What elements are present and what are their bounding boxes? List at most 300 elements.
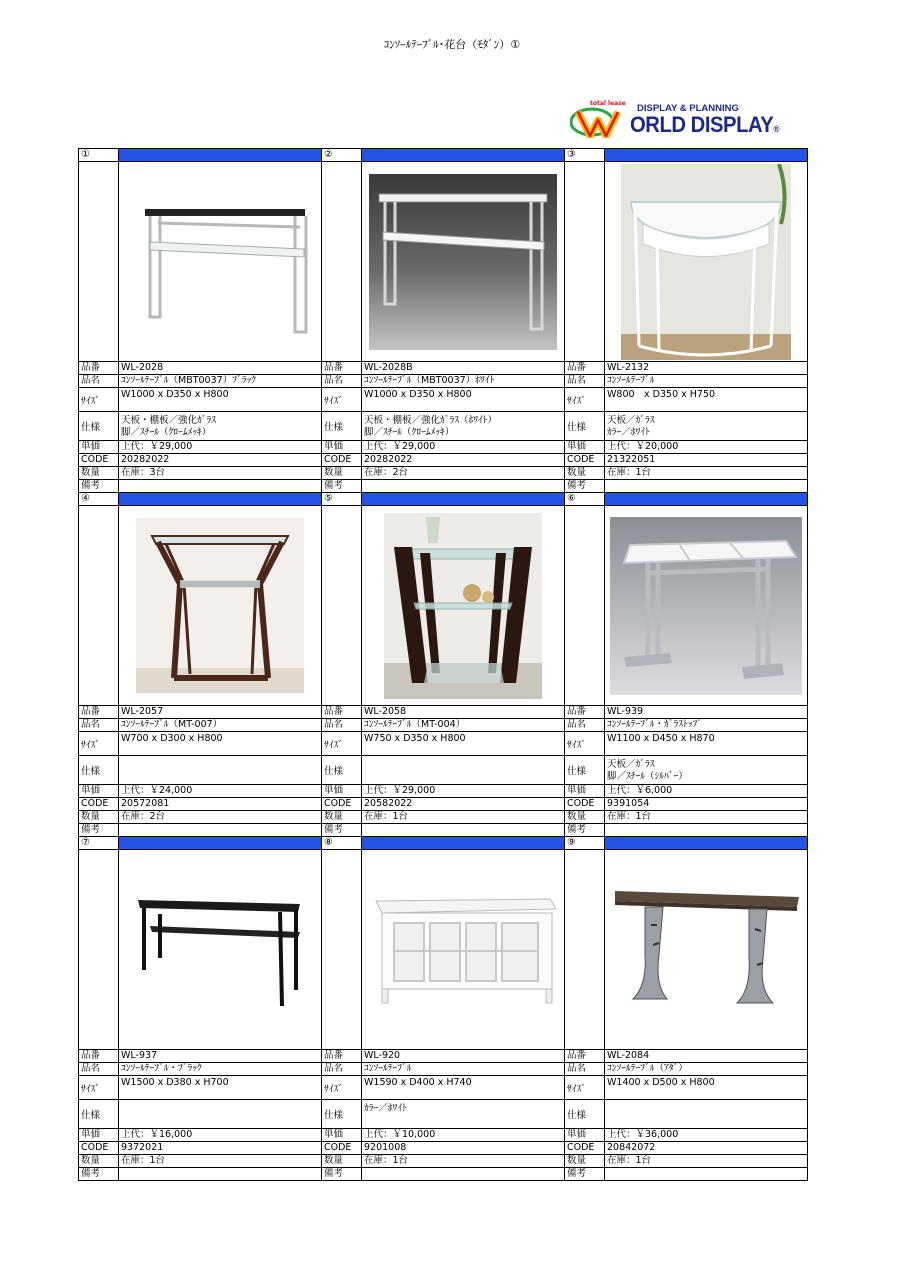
row-price-label: 単価	[565, 441, 605, 453]
header-bar	[119, 837, 321, 849]
row-size-label: ｻｲｽﾞ	[565, 1076, 605, 1099]
product-header	[565, 836, 807, 849]
product-card	[321, 492, 564, 836]
row-code-label: CODE	[79, 798, 119, 810]
product-photo-row	[79, 505, 321, 705]
row-code-label: CODE	[79, 1142, 119, 1154]
product-photo	[119, 850, 321, 1049]
row-name-value: ｺﾝｿｰﾙﾃｰﾌﾞﾙ・ﾌﾞﾗｯｸ	[121, 1063, 202, 1074]
row-qty-label: 数量	[79, 1155, 119, 1167]
row-size-label: ｻｲｽﾞ	[565, 388, 605, 411]
header-bar	[605, 837, 807, 849]
spec-line-2: 脚／ｽﾁｰﾙ（ｸﾛｰﾑﾒｯｷ）	[364, 427, 455, 438]
row-code-label: CODE	[79, 454, 119, 466]
row-name-value: ｺﾝｿｰﾙﾃｰﾌﾞﾙ（ｱﾀﾞ）	[607, 1063, 688, 1074]
row-spec-value	[119, 1100, 321, 1128]
row-qty-label: 数量	[565, 811, 605, 823]
row-spec	[565, 1099, 807, 1128]
row-size-value: W1590 x D400 x H740	[364, 1077, 472, 1088]
world-display-logo	[570, 100, 806, 138]
row-qty	[79, 810, 321, 823]
row-qty-label: 数量	[322, 811, 362, 823]
row-name	[79, 1062, 321, 1075]
row-code-no-value: WL-2057	[121, 706, 164, 717]
product-photo	[119, 506, 321, 705]
row-note-label: 備考	[565, 824, 605, 836]
row-name-value: ｺﾝｿｰﾙﾃｰﾌﾞﾙ	[607, 375, 655, 386]
row-price	[79, 440, 321, 453]
row-note	[322, 823, 564, 836]
row-price	[565, 1128, 807, 1141]
row-note-label: 備考	[79, 480, 119, 492]
black-console-table-icon	[130, 890, 310, 1010]
spec-line-1: 天板／ｶﾞﾗｽ	[607, 415, 655, 426]
product-header	[79, 836, 321, 849]
product-number: ①	[79, 149, 119, 161]
row-spec-label: 仕様	[322, 756, 362, 784]
row-code	[322, 453, 564, 466]
row-spec-value	[119, 756, 321, 784]
row-code	[79, 453, 321, 466]
row-note	[79, 479, 321, 492]
row-price-label: 単価	[322, 1129, 362, 1141]
row-code-value: 21322051	[607, 454, 656, 465]
row-spec-label: 仕様	[565, 412, 605, 440]
product-header	[79, 492, 321, 505]
row-size-value: W700 x D300 x H800	[121, 733, 223, 744]
row-spec-value	[605, 1100, 807, 1128]
product-header	[565, 148, 807, 161]
product-header	[322, 492, 564, 505]
catalog-block	[78, 148, 808, 492]
row-size-value: W1100 x D450 x H870	[607, 733, 715, 744]
white-cubby-console-icon	[368, 895, 558, 1005]
row-code-value: 20842072	[607, 1142, 656, 1153]
row-spec-label: 仕様	[565, 1100, 605, 1128]
product-number: ⑤	[322, 493, 362, 505]
row-code	[565, 1141, 807, 1154]
header-bar	[362, 837, 564, 849]
row-note-label: 備考	[79, 824, 119, 836]
row-name-label: 品名	[565, 375, 605, 387]
product-photo	[605, 162, 807, 361]
row-note	[565, 1167, 807, 1180]
row-name-value: ｺﾝｿｰﾙﾃｰﾌﾞﾙ	[364, 1063, 412, 1074]
row-price-label: 単価	[322, 441, 362, 453]
row-spec	[322, 755, 564, 784]
row-price	[79, 784, 321, 797]
row-code-no	[322, 705, 564, 718]
row-qty	[565, 810, 807, 823]
row-qty-label: 数量	[565, 1155, 605, 1167]
row-size-label: ｻｲｽﾞ	[322, 1076, 362, 1099]
row-code-no	[79, 705, 321, 718]
row-qty-label: 数量	[79, 467, 119, 479]
product-header	[565, 492, 807, 505]
row-size-value: W750 x D350 x H800	[364, 733, 466, 744]
row-code-no-label: 品番	[565, 362, 605, 374]
row-size-value: W1000 x D350 x H800	[364, 389, 472, 400]
row-size	[565, 1075, 807, 1099]
row-name	[565, 374, 807, 387]
row-spec-label: 仕様	[322, 1100, 362, 1128]
row-spec-label: 仕様	[79, 756, 119, 784]
row-note-value	[119, 1168, 321, 1180]
catalog-block	[78, 836, 808, 1180]
row-note	[322, 479, 564, 492]
row-name-label: 品名	[322, 1063, 362, 1075]
row-code-value: 20582022	[364, 798, 413, 809]
row-qty-value: 在庫：1台	[607, 1155, 652, 1166]
product-card	[78, 492, 321, 836]
row-name	[322, 1062, 564, 1075]
row-price	[322, 440, 564, 453]
product-card	[78, 148, 321, 492]
row-note-value	[119, 824, 321, 836]
photo-label-cell	[322, 850, 362, 1049]
row-code-no-label: 品番	[322, 1050, 362, 1062]
row-name-label: 品名	[79, 375, 119, 387]
row-size	[79, 731, 321, 755]
row-code-no	[322, 361, 564, 374]
product-header	[322, 148, 564, 161]
product-photo	[362, 506, 564, 705]
row-size-label: ｻｲｽﾞ	[322, 388, 362, 411]
row-qty	[322, 466, 564, 479]
row-note-label: 備考	[322, 480, 362, 492]
product-card	[321, 148, 564, 492]
row-size-label: ｻｲｽﾞ	[322, 732, 362, 755]
logo-tagline: total lease	[590, 100, 626, 107]
row-qty-value: 在庫：2台	[121, 811, 166, 822]
row-code-label: CODE	[565, 1142, 605, 1154]
row-qty-value: 在庫：1台	[121, 1155, 166, 1166]
w-logo-icon	[570, 104, 630, 138]
row-price-value: 上代：￥29,000	[364, 441, 436, 452]
row-code	[322, 797, 564, 810]
row-price-value: 上代：￥24,000	[121, 785, 193, 796]
row-name-value: ｺﾝｿｰﾙﾃｰﾌﾞﾙ（MBT0037）ﾌﾞﾗｯｸ	[121, 375, 256, 386]
row-spec	[322, 1099, 564, 1128]
row-note-label: 備考	[565, 1168, 605, 1180]
row-qty-label: 数量	[79, 811, 119, 823]
product-header	[79, 148, 321, 161]
row-code	[79, 797, 321, 810]
row-qty-label: 数量	[322, 467, 362, 479]
header-bar	[119, 493, 321, 505]
row-note-value	[605, 824, 807, 836]
row-name-value: ｺﾝｿｰﾙﾃｰﾌﾞﾙ（MT-004）	[364, 719, 466, 730]
row-spec	[322, 411, 564, 440]
photo-label-cell	[565, 506, 605, 705]
photo-label-cell	[322, 162, 362, 361]
row-qty	[565, 466, 807, 479]
row-note-value	[362, 824, 564, 836]
document-title: ｺﾝｿｰﾙﾃｰﾌﾞﾙ･花台（ﾓﾀﾞﾝ）①	[383, 38, 521, 51]
product-photo	[605, 850, 807, 1049]
row-code-no	[79, 361, 321, 374]
row-qty-value: 在庫：1台	[364, 811, 409, 822]
row-spec-value	[362, 756, 564, 784]
row-size	[565, 387, 807, 411]
row-code-label: CODE	[322, 798, 362, 810]
product-number: ④	[79, 493, 119, 505]
row-name-value: ｺﾝｿｰﾙﾃｰﾌﾞﾙ（MBT0037）ﾎﾜｲﾄ	[364, 375, 495, 386]
catalog-bottom-border	[78, 1180, 808, 1181]
industrial-console-table-icon	[611, 885, 801, 1015]
row-qty	[565, 1154, 807, 1167]
row-note	[79, 1167, 321, 1180]
row-code-label: CODE	[565, 798, 605, 810]
row-price-label: 単価	[79, 441, 119, 453]
row-code-value: 20282022	[121, 454, 170, 465]
row-size-value: W1500 x D380 x H700	[121, 1077, 229, 1088]
row-name-label: 品名	[565, 719, 605, 731]
row-code-no	[565, 361, 807, 374]
product-card	[78, 836, 321, 1180]
product-number: ⑨	[565, 837, 605, 849]
product-card	[321, 836, 564, 1180]
row-code-no-value: WL-939	[607, 706, 644, 717]
row-spec	[565, 411, 807, 440]
row-spec-value	[362, 1100, 564, 1128]
row-code-no-value: WL-937	[121, 1050, 158, 1061]
row-price-label: 単価	[79, 1129, 119, 1141]
row-qty-value: 在庫：3台	[121, 467, 166, 478]
row-name-value: ｺﾝｿｰﾙﾃｰﾌﾞﾙ（MT-007）	[121, 719, 223, 730]
row-name	[565, 718, 807, 731]
row-size	[322, 731, 564, 755]
row-code-no-label: 品番	[79, 1050, 119, 1062]
row-code	[565, 797, 807, 810]
row-name	[79, 374, 321, 387]
product-photo-row	[79, 161, 321, 361]
row-name	[565, 1062, 807, 1075]
row-name-label: 品名	[565, 1063, 605, 1075]
row-spec-label: 仕様	[79, 412, 119, 440]
row-code	[322, 1141, 564, 1154]
product-photo-row	[565, 505, 807, 705]
row-note	[565, 479, 807, 492]
row-code-no-label: 品番	[322, 362, 362, 374]
spec-line-1: 天板・棚板／強化ｶﾞﾗｽ（ﾎﾜｲﾄ）	[364, 415, 498, 426]
row-price-value: 上代：￥29,000	[121, 441, 193, 452]
row-code-no	[79, 1049, 321, 1062]
row-code	[79, 1141, 321, 1154]
photo-label-cell	[79, 850, 119, 1049]
row-code-no-value: WL-2028B	[364, 362, 413, 373]
row-qty-value: 在庫：1台	[364, 1155, 409, 1166]
row-size-label: ｻｲｽﾞ	[79, 732, 119, 755]
row-size	[79, 387, 321, 411]
photo-label-cell	[322, 506, 362, 705]
row-name	[322, 718, 564, 731]
product-number: ⑥	[565, 493, 605, 505]
row-note-label: 備考	[322, 1168, 362, 1180]
row-code-no	[322, 1049, 564, 1062]
row-qty	[322, 1154, 564, 1167]
logo-registered: ®	[773, 124, 779, 134]
row-size-value: W1400 x D500 x H800	[607, 1077, 715, 1088]
logo-brand	[630, 112, 779, 138]
hourglass-console-icon	[136, 518, 304, 693]
row-price-value: 上代：￥10,000	[364, 1129, 436, 1140]
header-bar	[119, 149, 321, 161]
row-price	[79, 1128, 321, 1141]
row-size	[565, 731, 807, 755]
console-table-black-glass-icon	[130, 187, 310, 337]
row-code	[565, 453, 807, 466]
header-bar	[605, 493, 807, 505]
row-price-label: 単価	[565, 785, 605, 797]
spec-line-1: 天板・棚板／強化ｶﾞﾗｽ	[121, 415, 217, 426]
row-code-value: 20572081	[121, 798, 170, 809]
row-qty-value: 在庫：2台	[364, 467, 409, 478]
row-code-no	[565, 705, 807, 718]
photo-label-cell	[79, 162, 119, 361]
row-price-value: 上代：￥36,000	[607, 1129, 679, 1140]
row-spec	[79, 755, 321, 784]
row-code-label: CODE	[322, 1142, 362, 1154]
row-code-no	[565, 1049, 807, 1062]
row-code-no-value: WL-2028	[121, 362, 164, 373]
product-photo-row	[322, 849, 564, 1049]
row-price-value: 上代：￥16,000	[121, 1129, 193, 1140]
row-code-no-label: 品番	[79, 706, 119, 718]
logo-subtitle: DISPLAY & PLANNING	[637, 103, 739, 114]
row-qty	[79, 466, 321, 479]
row-code-label: CODE	[565, 454, 605, 466]
row-code-no-value: WL-2058	[364, 706, 407, 717]
row-name-label: 品名	[79, 1063, 119, 1075]
row-spec-value	[362, 412, 564, 440]
row-price	[565, 784, 807, 797]
glass-top-console-icon	[610, 517, 802, 695]
row-name	[322, 374, 564, 387]
row-size-label: ｻｲｽﾞ	[79, 1076, 119, 1099]
wood-glass-shelf-console-icon	[384, 513, 542, 699]
row-code-value: 9201008	[364, 1142, 407, 1153]
spec-line-2: 脚／ｽﾁｰﾙ（ｼﾙﾊﾞｰ）	[607, 771, 688, 782]
product-number: ②	[322, 149, 362, 161]
row-spec-label: 仕様	[322, 412, 362, 440]
header-bar	[605, 149, 807, 161]
row-qty-label: 数量	[322, 1155, 362, 1167]
product-photo-row	[322, 161, 564, 361]
product-card	[564, 492, 808, 836]
row-code-no-value: WL-2084	[607, 1050, 650, 1061]
photo-label-cell	[565, 850, 605, 1049]
row-note-label: 備考	[565, 480, 605, 492]
row-size	[79, 1075, 321, 1099]
row-name	[79, 718, 321, 731]
row-price-label: 単価	[565, 1129, 605, 1141]
spec-line-2: ｶﾗｰ／ﾎﾜｲﾄ	[607, 427, 650, 438]
row-size-value: W800 x D350 x H750	[607, 389, 716, 400]
row-code-value: 9391054	[607, 798, 650, 809]
row-size-value: W1000 x D350 x H800	[121, 389, 229, 400]
product-card	[564, 148, 808, 492]
row-price	[322, 1128, 564, 1141]
row-price-label: 単価	[322, 785, 362, 797]
row-code-no-label: 品番	[565, 1050, 605, 1062]
product-card	[564, 836, 808, 1180]
photo-label-cell	[565, 162, 605, 361]
row-name-label: 品名	[79, 719, 119, 731]
row-note-value	[362, 1168, 564, 1180]
row-qty-value: 在庫：1台	[607, 467, 652, 478]
product-photo	[362, 850, 564, 1049]
product-photo-row	[565, 849, 807, 1049]
row-spec-value	[605, 756, 807, 784]
row-code-no-label: 品番	[565, 706, 605, 718]
row-note-value	[362, 480, 564, 492]
row-note-label: 備考	[79, 1168, 119, 1180]
product-header	[322, 836, 564, 849]
row-size	[322, 1075, 564, 1099]
row-spec-value	[605, 412, 807, 440]
row-price-label: 単価	[79, 785, 119, 797]
product-photo	[119, 162, 321, 361]
header-bar	[362, 493, 564, 505]
row-price-value: 上代：￥29,000	[364, 785, 436, 796]
row-name-value: ｺﾝｿｰﾙﾃｰﾌﾞﾙ・ｶﾞﾗｽﾄｯﾌﾟ	[607, 719, 703, 730]
spec-line-2: 脚／ｽﾁｰﾙ（ｸﾛｰﾑﾒｯｷ）	[121, 427, 212, 438]
row-spec-label: 仕様	[565, 756, 605, 784]
row-code-no-label: 品番	[322, 706, 362, 718]
catalog-block	[78, 492, 808, 836]
row-price-value: 上代：￥20,000	[607, 441, 679, 452]
row-code-no-label: 品番	[79, 362, 119, 374]
row-qty-label: 数量	[565, 467, 605, 479]
row-code-no-value: WL-920	[364, 1050, 401, 1061]
row-note-value	[119, 480, 321, 492]
row-size	[322, 387, 564, 411]
row-spec	[79, 1099, 321, 1128]
console-table-white-glass-icon	[369, 174, 557, 350]
row-note-label: 備考	[322, 824, 362, 836]
row-note	[79, 823, 321, 836]
row-note	[565, 823, 807, 836]
row-price	[565, 440, 807, 453]
row-spec	[79, 411, 321, 440]
row-price-value: 上代：￥6,000	[607, 785, 673, 796]
product-catalog-table	[78, 148, 808, 1181]
row-code-no-value: WL-2132	[607, 362, 650, 373]
row-qty-value: 在庫：1台	[607, 811, 652, 822]
row-qty	[79, 1154, 321, 1167]
row-spec-label: 仕様	[79, 1100, 119, 1128]
row-spec-value	[119, 412, 321, 440]
product-number: ⑧	[322, 837, 362, 849]
row-size-label: ｻｲｽﾞ	[79, 388, 119, 411]
row-spec	[565, 755, 807, 784]
product-photo	[362, 162, 564, 361]
product-photo	[605, 506, 807, 705]
half-moon-console-icon	[621, 164, 791, 360]
row-note-value	[605, 480, 807, 492]
row-note-value	[605, 1168, 807, 1180]
row-size-label: ｻｲｽﾞ	[565, 732, 605, 755]
photo-label-cell	[79, 506, 119, 705]
row-code-value: 9372021	[121, 1142, 164, 1153]
spec-line-1: ｶﾗｰ／ﾎﾜｲﾄ	[364, 1103, 407, 1114]
spec-line-1: 天板／ｶﾞﾗｽ	[607, 759, 655, 770]
product-photo-row	[322, 505, 564, 705]
header-bar	[362, 149, 564, 161]
product-photo-row	[565, 161, 807, 361]
row-note	[322, 1167, 564, 1180]
